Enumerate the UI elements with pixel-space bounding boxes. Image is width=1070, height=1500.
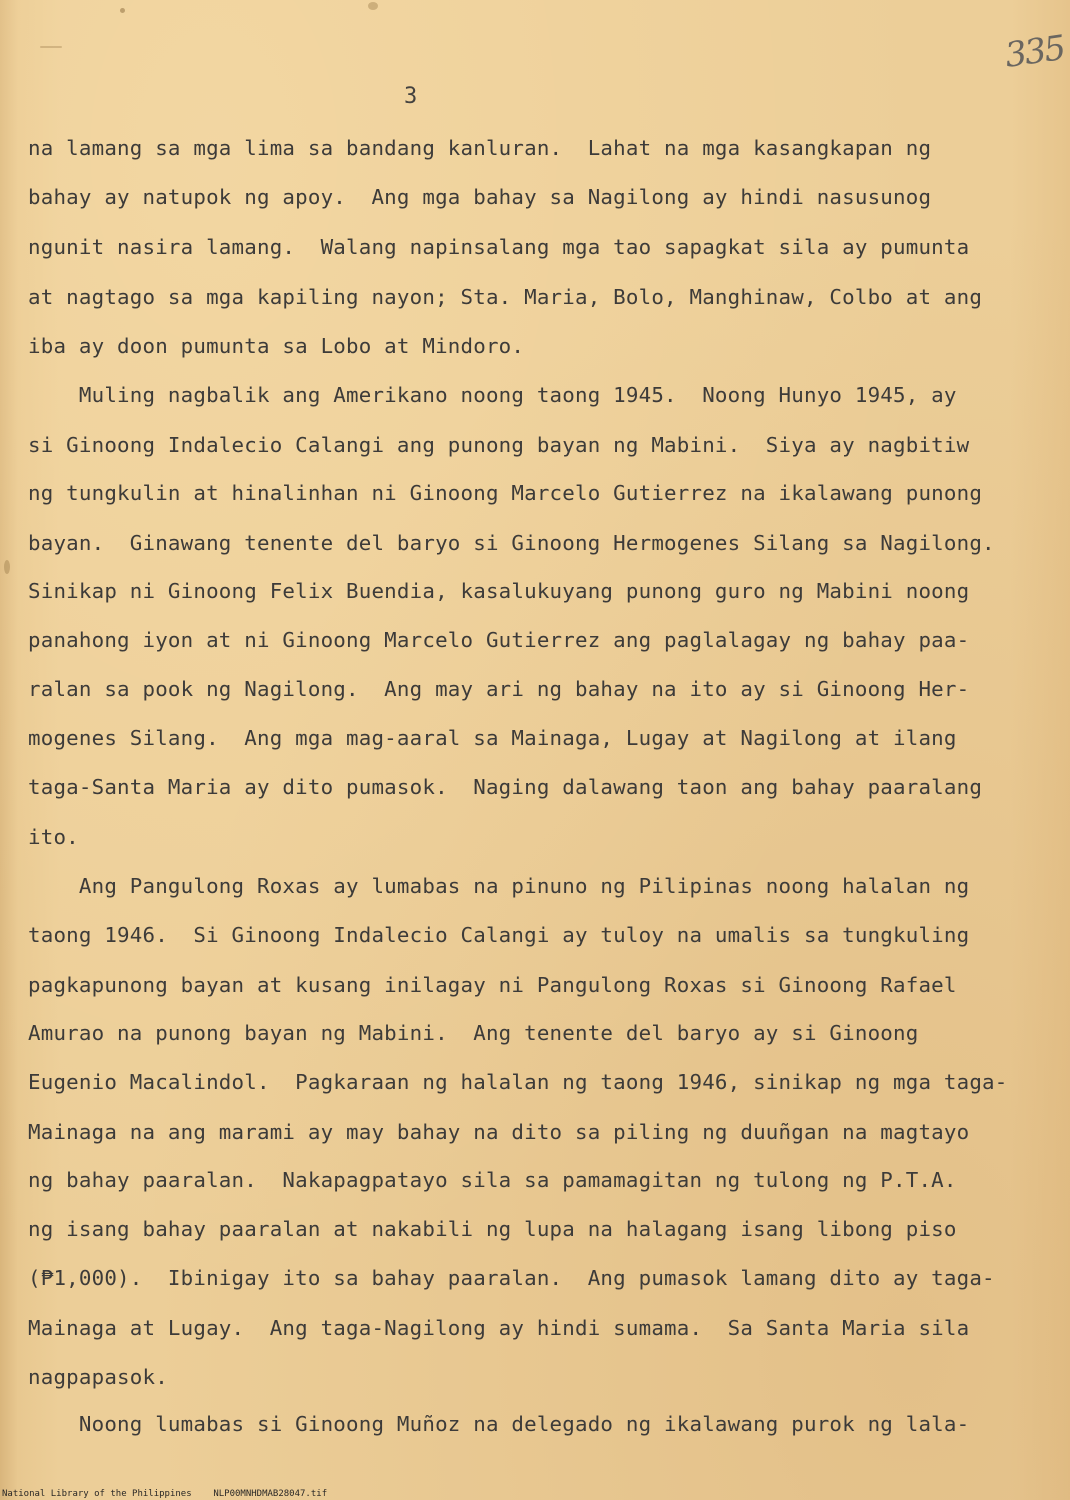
text-line: nagpapasok.: [28, 1365, 168, 1389]
text-line: Eugenio Macalindol. Pagkaraan ng halalan ng taong 1946, sinikap ng mga taga-: [28, 1070, 1008, 1094]
text-line: at nagtago sa mga kapiling nayon; Sta. Maria, Bolo, Manghinaw, Colbo at ang: [28, 285, 983, 309]
text-line: taga-Santa Maria ay dito pumasok. Naging dalawang taon ang bahay paaralang: [28, 775, 983, 799]
paper-speck: [368, 2, 378, 10]
text-line: taong 1946. Si Ginoong Indalecio Calangi ay tuloy na umalis sa tungkuling: [28, 923, 970, 947]
text-line: Noong lumabas si Ginoong Muñoz na delegado ng ikalawang purok ng lala-: [28, 1412, 970, 1436]
text-line: Mainaga na ang marami ay may bahay na dito sa piling ng duuñgan na magtayo: [28, 1120, 970, 1144]
text-line: ito.: [28, 825, 79, 849]
text-line: Ang Pangulong Roxas ay lumabas na pinuno ng Pilipinas noong halalan ng: [28, 874, 970, 898]
text-line: Amurao na punong bayan ng Mabini. Ang tenente del baryo ay si Ginoong: [28, 1021, 919, 1045]
text-line: pagkapunong bayan at kusang inilagay ni Pangulong Roxas si Ginoong Rafael: [28, 973, 957, 997]
text-line: ngunit nasira lamang. Walang napinsalang mga tao sapagkat sila ay pumunta: [28, 235, 970, 259]
text-line: ng tungkulin at hinalinhan ni Ginoong Marcelo Gutierrez na ikalawang punong: [28, 481, 983, 505]
text-line: ralan sa pook ng Nagilong. Ang may ari ng bahay na ito ay si Ginoong Her-: [28, 677, 970, 701]
text-line: panahong iyon at ni Ginoong Marcelo Gutierrez ang paglalagay ng bahay paa-: [28, 628, 970, 652]
text-line: Muling nagbalik ang Amerikano noong taong 1945. Noong Hunyo 1945, ay: [28, 383, 957, 407]
page-number: 3: [404, 84, 418, 109]
text-line: ng isang bahay paaralan at nakabili ng lupa na halagang isang libong piso: [28, 1217, 957, 1241]
text-line: ng bahay paaralan. Nakapagpatayo sila sa pamamagitan ng tulong ng P.T.A.: [28, 1168, 957, 1192]
text-line: Mainaga at Lugay. Ang taga-Nagilong ay hindi sumama. Sa Santa Maria sila: [28, 1316, 970, 1340]
paper-speck: [120, 8, 125, 13]
archive-stamp-number: 335: [1002, 28, 1067, 76]
paper-speck: [40, 46, 62, 48]
text-line: (₱1,000). Ibinigay ito sa bahay paaralan. Ang pumasok lamang dito ay taga-: [28, 1266, 995, 1290]
text-line: iba ay doon pumunta sa Lobo at Mindoro.: [28, 334, 525, 358]
paper-speck: [4, 560, 10, 574]
text-line: mogenes Silang. Ang mga mag-aaral sa Mainaga, Lugay at Nagilong at ilang: [28, 726, 957, 750]
text-line: na lamang sa mga lima sa bandang kanluran. Lahat na mga kasangkapan ng: [28, 136, 932, 160]
text-line: si Ginoong Indalecio Calangi ang punong bayan ng Mabini. Siya ay nagbitiw: [28, 433, 970, 457]
text-line: Sinikap ni Ginoong Felix Buendia, kasalukuyang punong guro ng Mabini noong: [28, 579, 970, 603]
text-line: bayan. Ginawang tenente del baryo si Ginoong Hermogenes Silang sa Nagilong.: [28, 531, 995, 555]
text-line: bahay ay natupok ng apoy. Ang mga bahay sa Nagilong ay hindi nasusunog: [28, 185, 932, 209]
scan-footer-caption: National Library of the Philippines NLP00MNHDMAB28047.tif: [2, 1489, 328, 1499]
